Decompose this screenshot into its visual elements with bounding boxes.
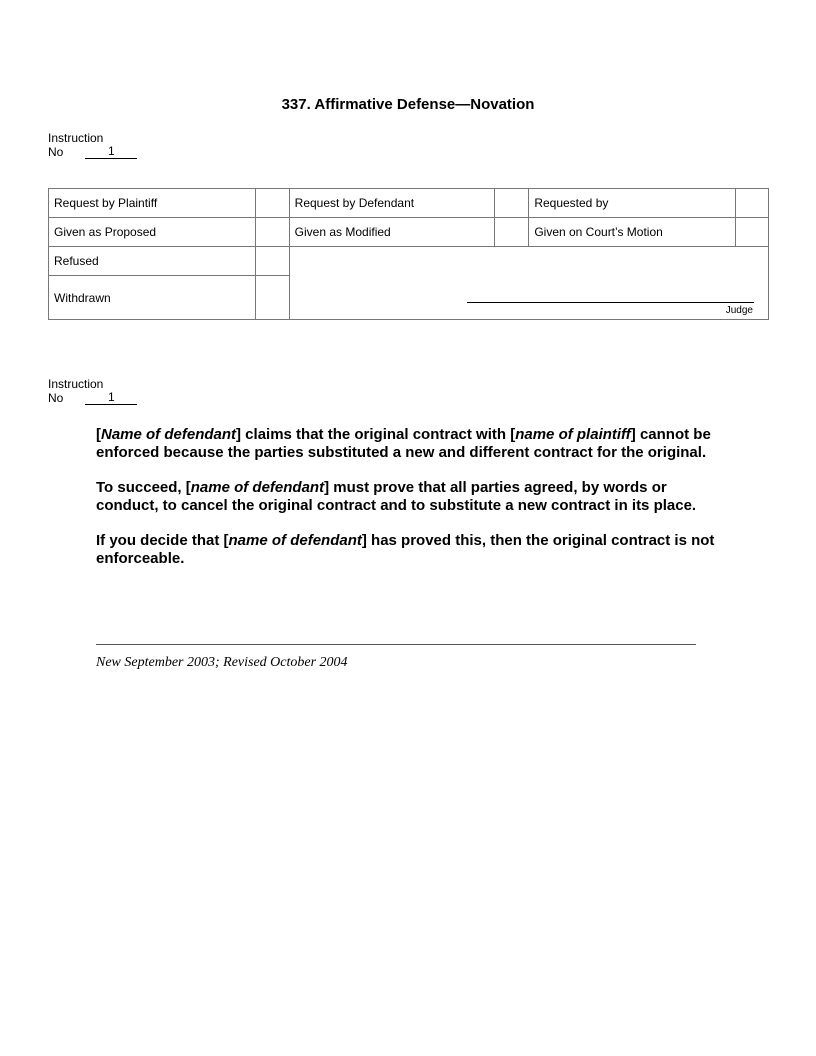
placeholder-name-of-plaintiff: name of plaintiff: [515, 426, 631, 443]
request-by-defendant-label: Request by Defendant: [289, 189, 495, 218]
instruction-number-block: [48, 131, 137, 159]
instruction-paragraph-2: [96, 479, 721, 515]
request-status-table: [48, 188, 769, 320]
instruction-label: Instruction: [48, 131, 104, 145]
no-label: No: [48, 391, 64, 405]
requested-by-label: Requested by: [529, 189, 736, 218]
instruction-paragraph-3: [96, 532, 721, 568]
placeholder-name-of-defendant: name of defendant: [190, 479, 325, 496]
request-by-plaintiff-label: Request by Plaintiff: [49, 189, 256, 218]
text-run: To succeed, [: [96, 479, 191, 496]
instruction-title: 337. Affirmative Defense—Novation: [281, 96, 535, 113]
given-as-proposed-checkbox[interactable]: [255, 218, 289, 247]
placeholder-name-of-defendant: name of defendant: [228, 532, 362, 549]
text-run: If you decide that [: [96, 532, 229, 549]
refused-checkbox[interactable]: [255, 247, 289, 276]
withdrawn-checkbox[interactable]: [255, 276, 289, 320]
text-run: ] cannot be enforced because the parties substituted a new and different contract for the original.: [96, 426, 711, 461]
text-run: ] claims that the original contract with [: [236, 426, 516, 443]
instruction-number: 1: [85, 391, 137, 405]
history-note: New September 2003; Revised October 2004: [96, 655, 348, 670]
given-on-courts-motion-checkbox[interactable]: [736, 218, 769, 247]
judge-signature-line[interactable]: [467, 302, 754, 303]
no-label: No: [48, 145, 64, 159]
given-as-modified-checkbox[interactable]: [495, 218, 529, 247]
given-on-courts-motion-label: Given on Court’s Motion: [529, 218, 736, 247]
instruction-number-block-2: [48, 377, 137, 405]
instruction-paragraph-1: [96, 426, 721, 462]
request-by-defendant-checkbox[interactable]: [495, 189, 529, 218]
withdrawn-label: Withdrawn: [49, 276, 256, 320]
judge-label: Judge: [725, 305, 753, 316]
text-run: ] has proved this, then the original contract is not enforceable.: [96, 532, 715, 567]
text-run: ] must prove that all parties agreed, by words or conduct, to cancel the original contract and to substitute a new contract in its place.: [96, 479, 697, 514]
instruction-label: Instruction: [48, 377, 104, 391]
given-as-proposed-label: Given as Proposed: [49, 218, 256, 247]
placeholder-name-of-defendant: Name of defendant: [101, 426, 237, 443]
refused-label: Refused: [49, 247, 256, 276]
instruction-number: 1: [85, 145, 137, 159]
divider-rule: [96, 644, 696, 645]
request-by-plaintiff-checkbox[interactable]: [255, 189, 289, 218]
text-run: [: [96, 426, 101, 443]
instruction-body: [96, 426, 721, 585]
judge-signature-area: [289, 247, 768, 320]
requested-by-checkbox[interactable]: [736, 189, 769, 218]
given-as-modified-label: Given as Modified: [289, 218, 495, 247]
